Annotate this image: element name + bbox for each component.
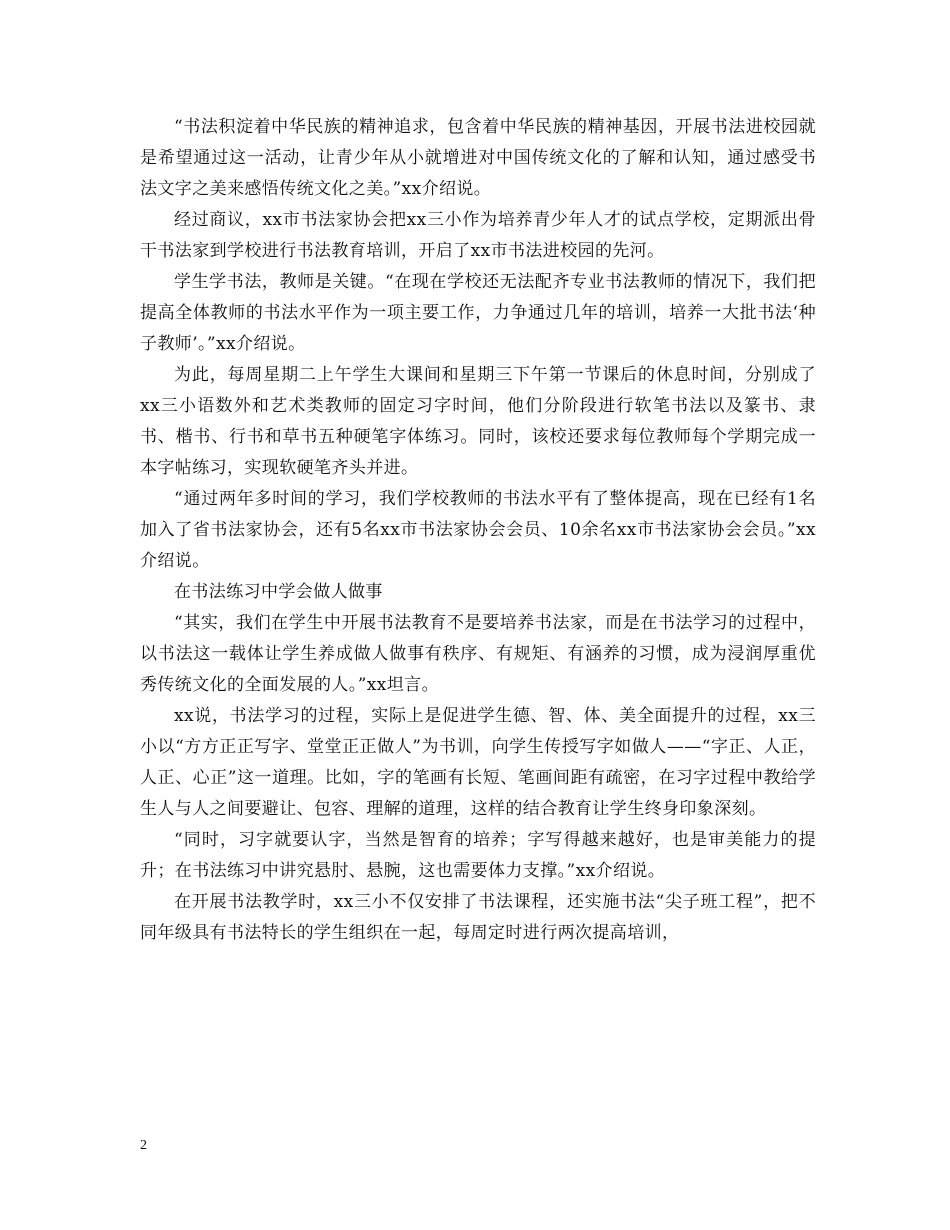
paragraph: 在开展书法教学时，xx三小不仅安排了书法课程，还实施书法“尖子班工程”，把不同年级具有书法特长的学生组织在一起，每周定时进行两次提高培训， — [140, 892, 816, 943]
paragraph: “其实，我们在学生中开展书法教育不是要培养书法家，而是在书法学习的过程中，以书法这一载体让学生养成做人做事有秩序、有规矩、有涵养的习惯，成为浸润厚重优秀传统文化的全面发展的人。”xx坦言。 — [140, 613, 816, 695]
paragraph: 为此，每周星期二上午学生大课间和星期三下午第一节课后的休息时间，分别成了xx三小语数外和艺术类教师的固定习字时间，他们分阶段进行软笔书法以及篆书、隶书、楷书、行书和草书五种硬笔字体练习。同时，该校还要求每位教师每个学期完成一本字帖练习，实现软硬笔齐头并进。 — [140, 365, 816, 478]
paragraph: “通过两年多时间的学习，我们学校教师的书法水平有了整体提高，现在已经有1名加入了省书法家协会，还有5名xx市书法家协会会员、10余名xx市书法家协会会员。”xx介绍说。 — [140, 489, 816, 571]
paragraph: “同时，习字就要认字，当然是智育的培养；字写得越来越好，也是审美能力的提升；在书法练习中讲究悬肘、悬腕，这也需要体力支撑。”xx介绍说。 — [140, 830, 816, 881]
paragraph: “书法积淀着中华民族的精神追求，包含着中华民族的精神基因，开展书法进校园就是希望通过这一活动，让青少年从小就增进对中国传统文化的了解和认知，通过感受书法文字之美来感悟传统文化之美。”xx介绍说。 — [140, 117, 816, 199]
paragraph: xx说，书法学习的过程，实际上是促进学生德、智、体、美全面提升的过程，xx三小以“方方正正写字、堂堂正正做人”为书训，向学生传授写字如做人——“字正、人正，人正、心正”这一道理。比如，字的笔画有长短、笔画间距有疏密，在习字过程中教给学生人与人之间要避让、包容、理解的道理，这样的结合教育让学生终身印象深刻。 — [140, 706, 816, 819]
page-number: 2 — [140, 1138, 147, 1153]
paragraph: 学生学书法，教师是关键。“在现在学校还无法配齐专业书法教师的情况下，我们把提高全体教师的书法水平作为一项主要工作，力争通过几年的培训，培养一大批书法‘种子教师’。”xx介绍说。 — [140, 272, 816, 354]
article-body — [140, 112, 816, 949]
section-heading: 在书法练习中学会做人做事 — [174, 582, 383, 602]
paragraph: 经过商议，xx市书法家协会把xx三小作为培养青少年人才的试点学校，定期派出骨干书法家到学校进行书法教育培训，开启了xx市书法进校园的先河。 — [140, 210, 816, 261]
